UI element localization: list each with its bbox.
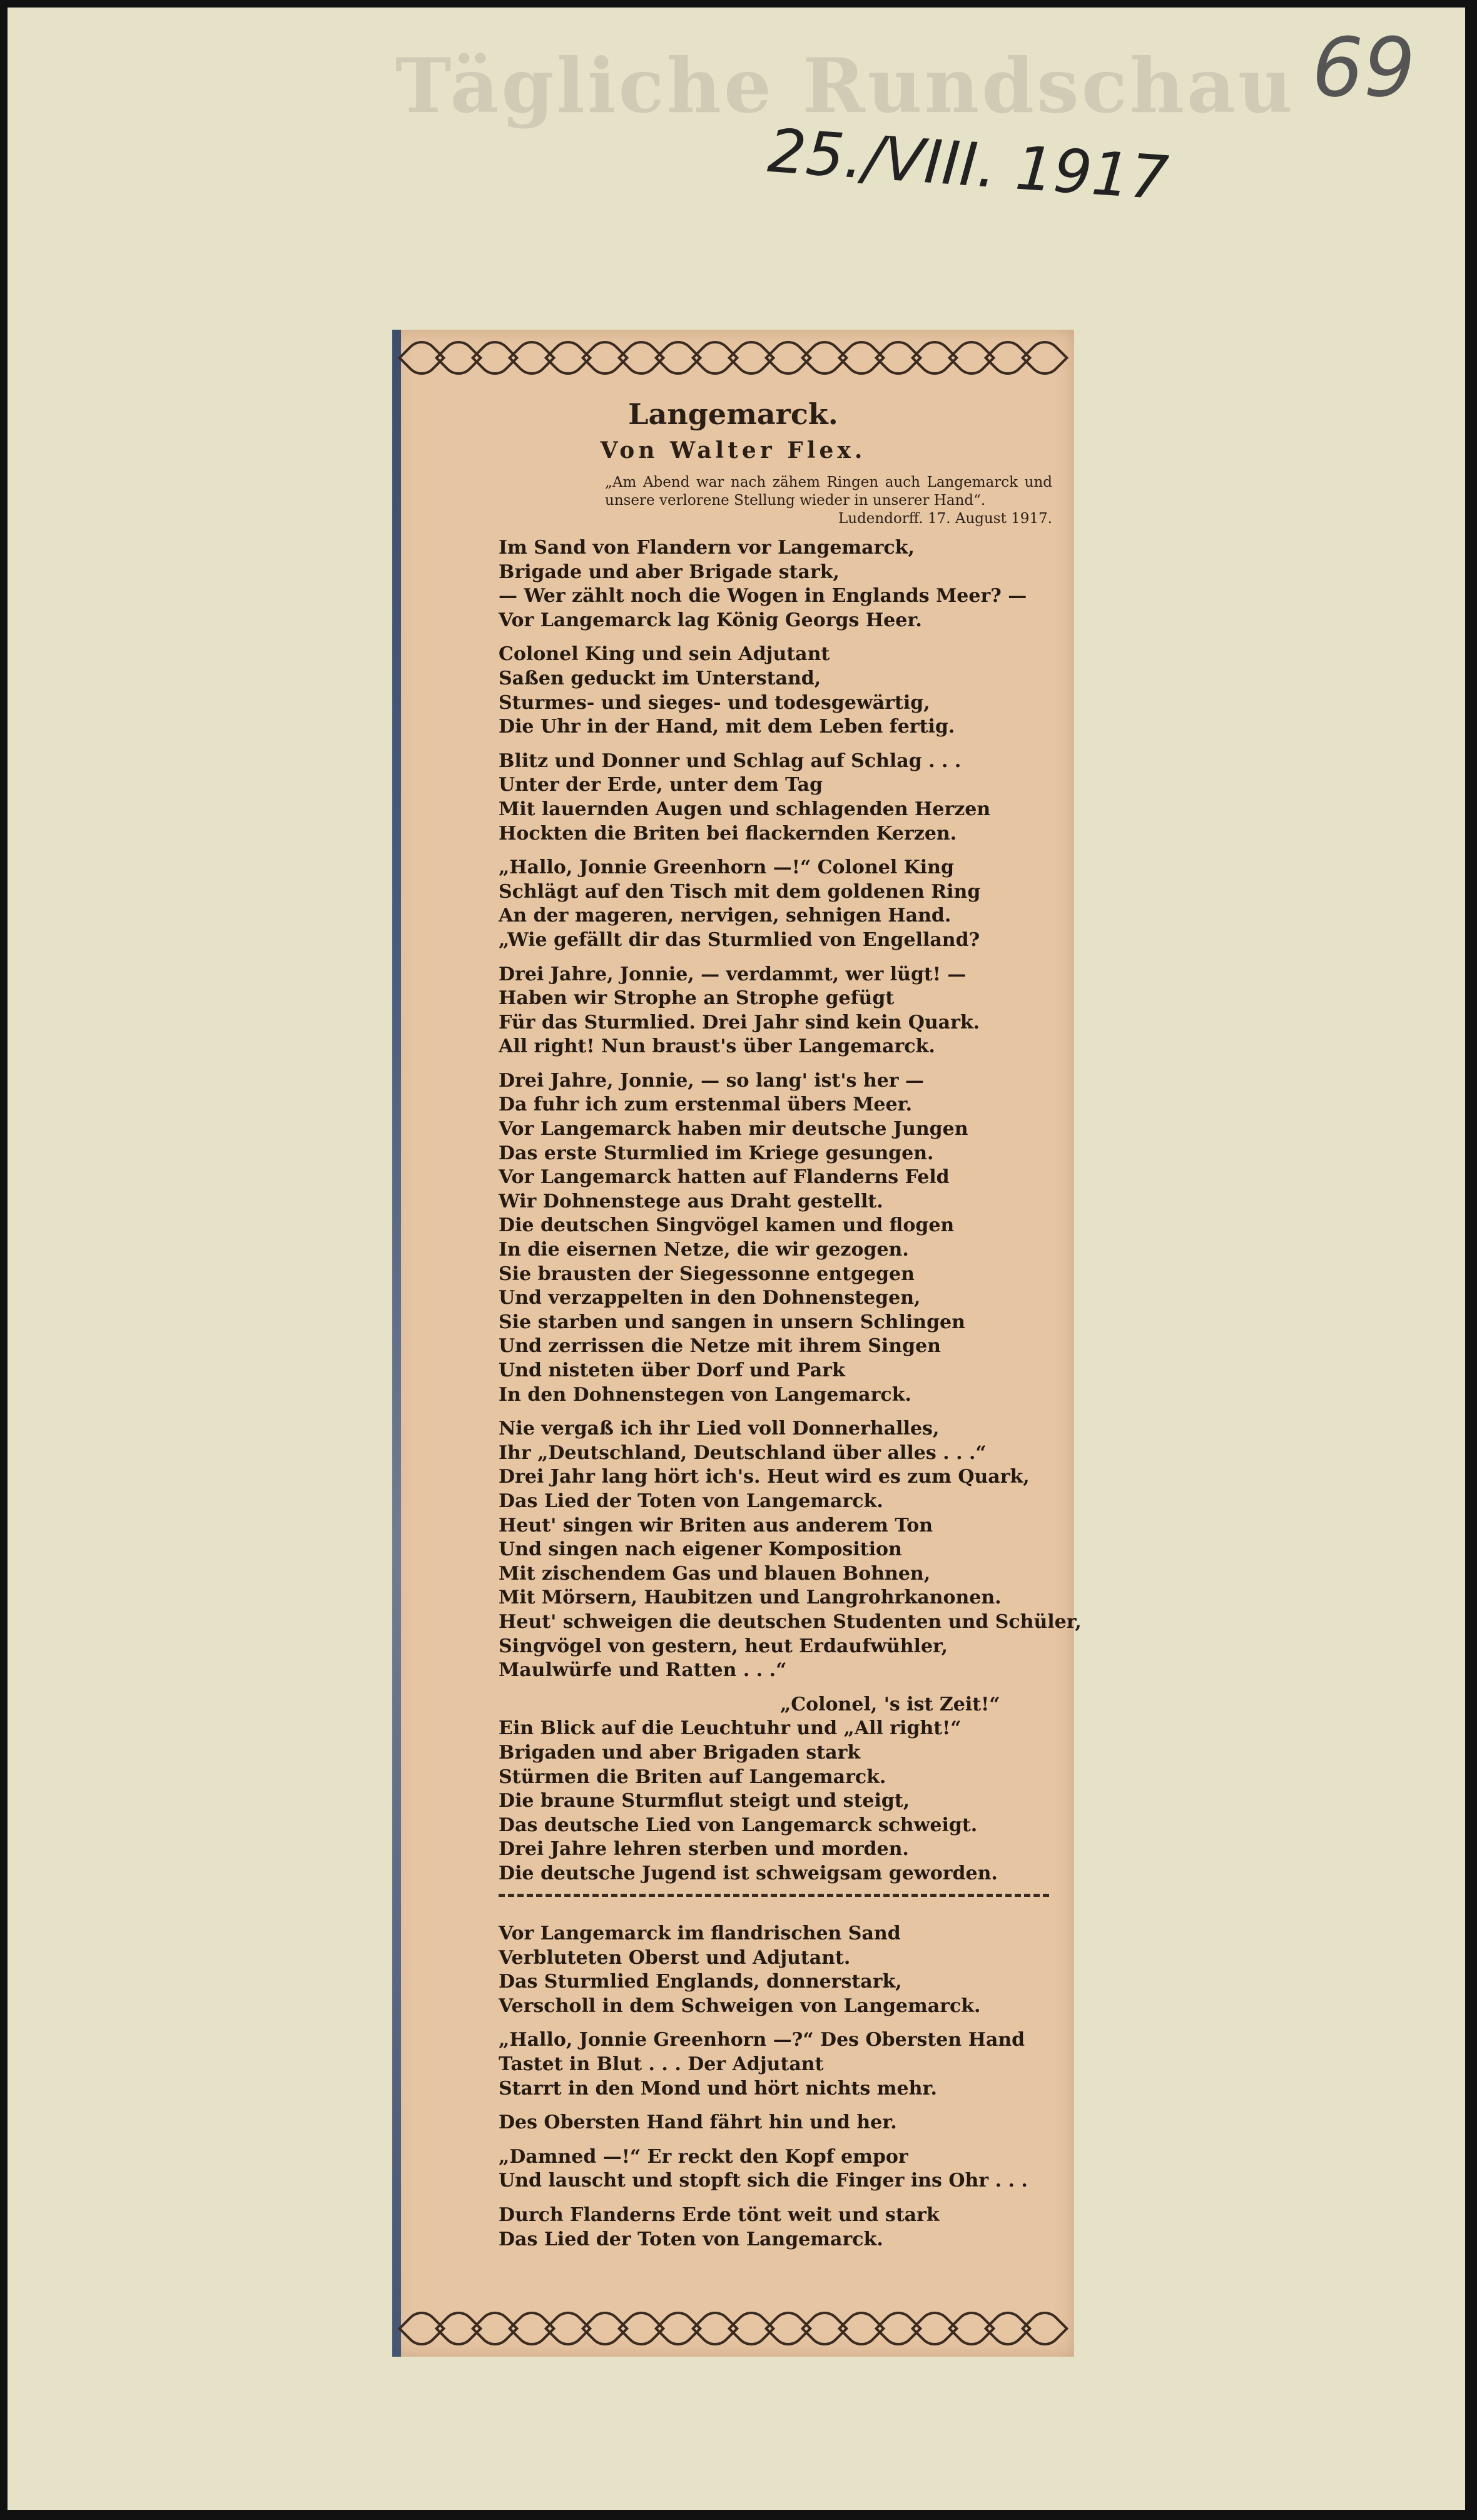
poem-line: „Wie gefällt dir das Sturmlied von Engelland? — [499, 928, 980, 951]
poem-line: Saßen geduckt im Unterstand, — [499, 667, 821, 689]
poem-line: Die deutschen Singvögel kamen und flogen — [499, 1214, 955, 1237]
poem-line: Und nisteten über Dorf und Park — [499, 1359, 845, 1381]
poem-line: Im Sand von Flandern vor Langemarck, — [499, 537, 915, 559]
poem-line: Vor Langemarck hatten auf Flanderns Feld — [499, 1166, 950, 1189]
poem-line: Die deutsche Jugend ist schweigsam geworden. — [499, 1862, 998, 1884]
epigraph — [605, 474, 1052, 528]
poem-line: Die Uhr in der Hand, mit dem Leben fertig. — [499, 716, 955, 738]
newspaper-clipping — [392, 330, 1082, 2357]
stanza — [499, 2111, 1049, 2135]
poem-line: Des Obersten Hand fährt hin und her. — [499, 2111, 897, 2134]
poem-line: An der mageren, nervigen, sehnigen Hand. — [499, 905, 952, 927]
ornament-border-bottom — [405, 2307, 1062, 2350]
poem-line: Brigaden und aber Brigaden stark — [499, 1741, 861, 1764]
poem-line: Drei Jahre, Jonnie, — so lang' ist's her — — [499, 1069, 925, 1092]
poem-line: Singvögel von gestern, heut Erdaufwühler, — [499, 1635, 948, 1657]
archive-sheet — [8, 8, 1465, 2510]
poem-line: Drei Jahr lang hört ich's. Heut wird es zum Quark, — [499, 1466, 1030, 1488]
poem-line: Für das Sturmlied. Drei Jahr sind kein Quark. — [499, 1011, 980, 1034]
poem-line: Sturmes- und sieges- und todesgewärtig, — [499, 691, 930, 714]
poem-line: Das erste Sturmlied im Kriege gesungen. — [499, 1142, 934, 1164]
poem-line: Da fuhr ich zum erstenmal übers Meer. — [499, 1094, 913, 1116]
poem-line: Das deutsche Lied von Langemarck schweigt. — [499, 1814, 978, 1836]
poem-line: Brigade und aber Brigade stark, — [499, 561, 840, 583]
poem-line: Das Lied der Toten von Langemarck. — [499, 2228, 883, 2250]
stanza — [499, 1069, 1049, 1407]
stanza — [499, 1922, 1049, 2018]
stanza — [499, 2028, 1049, 2101]
leaf-ornament-icon — [1021, 334, 1068, 382]
poem-line: „Hallo, Jonnie Greenhorn —!“ Colonel King — [499, 856, 954, 879]
stanza — [499, 2203, 1049, 2252]
poem-line: Ein Blick auf die Leuchtuhr und „All right!“ — [499, 1717, 962, 1740]
poem-line: „Damned —!“ Er reckt den Kopf empor — [499, 2145, 908, 2168]
poem-line: All right! Nun braust's über Langemarck. — [499, 1035, 935, 1058]
poem-line: Und verzappelten in den Dohnenstegen, — [499, 1287, 921, 1309]
poem-line: Unter der Erde, unter dem Tag — [499, 774, 823, 796]
poem-body-final — [499, 1922, 1049, 2262]
poem-title: Langemarck. — [628, 397, 838, 431]
poem-line: Schlägt auf den Tisch mit dem goldenen Ring — [499, 880, 981, 903]
poem-line: „Colonel, 's ist Zeit!“ — [780, 1693, 1000, 1715]
poem-line: Die braune Sturmflut steigt und steigt, — [499, 1790, 910, 1812]
poem-line: Mit Mörsern, Haubitzen und Langrohrkanonen. — [499, 1587, 1002, 1609]
stanza — [499, 2145, 1049, 2193]
poem-line: Und singen nach eigener Komposition — [499, 1538, 902, 1561]
stanza — [499, 749, 1049, 846]
dashed-separator — [499, 1894, 1049, 1897]
poem-line: Haben wir Strophe an Strophe gefügt — [499, 987, 895, 1010]
poem-line: Drei Jahre lehren sterben und morden. — [499, 1838, 909, 1861]
poem-line: Und zerrissen die Netze mit ihrem Singen — [499, 1335, 941, 1358]
poem-line: Stürmen die Briten auf Langemarck. — [499, 1766, 886, 1788]
stanza — [499, 1417, 1082, 1683]
poem-line: In den Dohnenstegen von Langemarck. — [499, 1383, 911, 1406]
ornament-border-top — [405, 336, 1062, 380]
poem-line: Drei Jahre, Jonnie, — verdammt, wer lügt! — — [499, 963, 967, 985]
poem-line: Sie starben und sangen in unsern Schlingen — [499, 1311, 965, 1333]
poem-body — [499, 536, 1082, 1896]
poem-line: Blitz und Donner und Schlag auf Schlag . . . — [499, 749, 962, 772]
poem-line: Maulwürfe und Ratten . . .“ — [499, 1659, 787, 1682]
archive-page-number: 69 — [1312, 20, 1416, 115]
poem-line: Tastet in Blut . . . Der Adjutant — [499, 2053, 824, 2075]
poem-line: Ihr „Deutschland, Deutschland über alles . . .“ — [499, 1441, 987, 1464]
poem-line: Wir Dohnenstege aus Draht gestellt. — [499, 1190, 883, 1212]
poem-line: Heut' singen wir Briten aus anderem Ton — [499, 1514, 933, 1537]
poem-line: Vor Langemarck haben mir deutsche Jungen — [499, 1118, 968, 1141]
poem-line: Hockten die Briten bei flackernden Kerzen. — [499, 822, 957, 845]
newspaper-masthead-stamp: Tägliche Rundschau — [395, 42, 1295, 130]
poem-line: Colonel King und sein Adjutant — [499, 643, 830, 666]
leaf-ornament-icon — [1021, 2305, 1068, 2352]
poem-line: Das Lied der Toten von Langemarck. — [499, 1490, 883, 1512]
poem-line: „Hallo, Jonnie Greenhorn —?“ Des Obersten Hand — [499, 2029, 1025, 2051]
poem-line: Vor Langemarck lag König Georgs Heer. — [499, 609, 922, 631]
stanza — [499, 643, 1049, 739]
poem-line: Mit lauernden Augen und schlagenden Herzen — [499, 798, 991, 820]
poem-line: Sie brausten der Siegessonne entgegen — [499, 1263, 915, 1285]
poem-line: Vor Langemarck im flandrischen Sand — [499, 1923, 901, 1944]
poem-line: In die eisernen Netze, die wir gezogen. — [499, 1239, 909, 1261]
poem-line: Verbluteten Oberst und Adjutant. — [499, 1946, 851, 1969]
clipping-blue-edge — [392, 330, 401, 2357]
poem-line: Mit zischendem Gas und blauen Bohnen, — [499, 1562, 931, 1585]
epigraph-text: „Am Abend war nach zähem Ringen auch Langemarck und unsere verlorene Stellung wieder in unserer Hand“. — [605, 474, 1052, 509]
stanza — [499, 856, 1049, 952]
poem-line: Und lauscht und stopft sich die Finger ins Ohr . . . — [499, 2170, 1028, 2192]
poem-line: Nie vergaß ich ihr Lied voll Donnerhalles, — [499, 1418, 940, 1440]
handwritten-date-note: 25./VIII. 1917 — [765, 115, 1171, 214]
poem-line: Heut' schweigen die deutschen Studenten und Schüler, — [499, 1610, 1082, 1633]
poem-line: — Wer zählt noch die Wogen in Englands Meer? — — [499, 585, 1027, 607]
epigraph-source: Ludendorff. 17. August 1917. — [838, 511, 1052, 527]
stanza — [499, 1693, 1049, 1886]
poem-author: Von Walter Flex. — [600, 437, 866, 464]
stanza — [499, 536, 1049, 633]
stanza — [499, 963, 1049, 1059]
poem-line: Durch Flanderns Erde tönt weit und stark — [499, 2203, 940, 2226]
poem-line: Starrt in den Mond und hört nichts mehr. — [499, 2077, 937, 2100]
poem-line: Verscholl in dem Schweigen von Langemarck. — [499, 1994, 981, 2017]
poem-line: Das Sturmlied Englands, donnerstark, — [499, 1971, 902, 1993]
